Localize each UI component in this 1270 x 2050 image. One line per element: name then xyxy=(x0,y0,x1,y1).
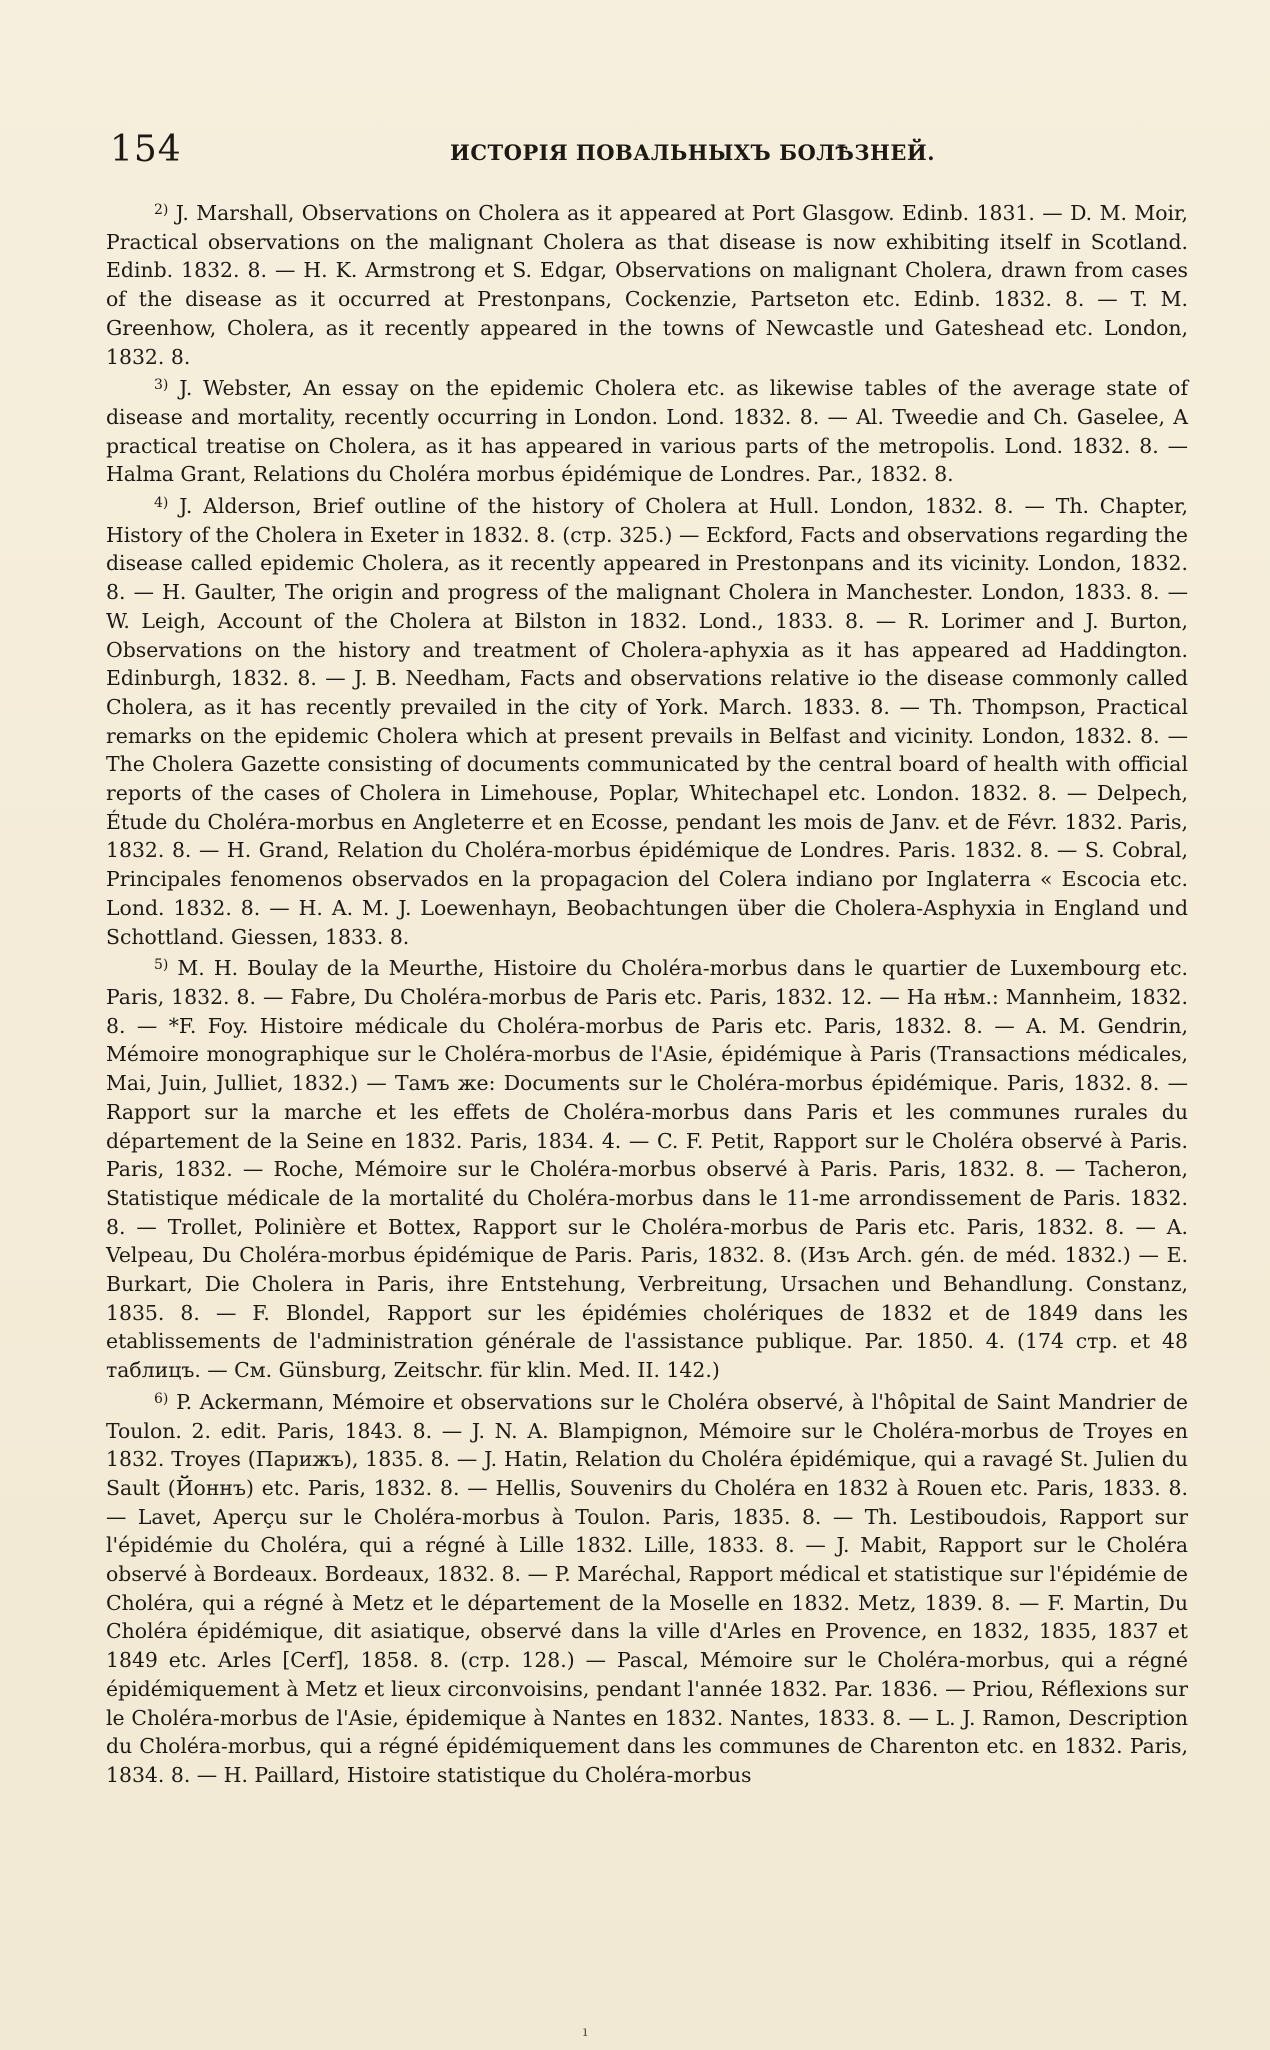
footnote-4 xyxy=(106,489,1188,951)
footnote-marker: 5) xyxy=(154,957,169,974)
footnotes-block xyxy=(106,196,1188,1790)
footnote-text: M. H. Boulay de la Meurthe, Histoire du Choléra-morbus dans le quartier de Luxembourg etc. Paris, 1832. 8. — Fabre, Du Choléra-morbus de Paris etc. Paris, 1832. 12. — На нѣм.: Mannheim, 1832. 8. — *F. Foy. Histoire médicale du Choléra-morbus de Paris etc. Paris, 1832. 8. — A. M. Gendrin, Mémoire monographique sur le Choléra-morbus de l'Asie, épidémique à Paris (Transactions médicales, Mai, Juin, Julliet, 1832.) — Тамъ же: Documents sur le Choléra-morbus épidémique. Paris, 1832. 8. — Rapport sur la marche et les effets de Choléra-morbus dans Paris et les communes rurales du département de la Seine en 1832. Paris, 1834. 4. — C. F. Petit, Rapport sur le Choléra observé à Paris. Paris, 1832. — Roche, Mémoire sur le Choléra-morbus observé à Paris. Paris, 1832. 8. — Tacheron, Statistique médicale de la mortalité du Choléra-morbus dans le 11-me arrondissement de Paris. 1832. 8. — Trollet, Polinière et Bottex, Rapport sur le Choléra-morbus de Paris etc. Paris, 1832. 8. — A. Velpeau, Du Choléra-morbus épidémique de Paris. Paris, 1832. 8. (Изъ Arch. gén. de méd. 1832.) — E. Burkart, Die Cholera in Paris, ihre Entstehung, Verbreitung, Ursachen und Behandlung. Constanz, 1835. 8. — F. Blondel, Rapport sur les épidémies cholériques de 1832 et de 1849 dans les etablissements de l'administration générale de l'assistance publique. Par. 1850. 4. (174 стр. et 48 таблицъ. — См. Günsburg, Zeitschr. für klin. Med. II. 142.) xyxy=(106,956,1189,1383)
print-speck: ı xyxy=(583,2024,588,2040)
footnote-2 xyxy=(106,196,1188,371)
page-header xyxy=(110,128,1170,178)
footnote-marker: 4) xyxy=(154,495,169,512)
footnote-marker: 2) xyxy=(154,202,169,218)
footnote-3 xyxy=(106,371,1188,489)
footnote-text: J. Webster, An essay on the epidemic Cholera etc. as likewise tables of the average state of disease and mortality, recently occurring in London. Lond. 1832. 8. — Al. Tweedie and Ch. Gaselee, A practical treatise on Cholera, as it has appeared in various parts of the metropolis. Lond. 1832. 8. — Halma Grant, Relations du Choléra morbus épidémique de Londres. Par., 1832. 8. xyxy=(106,376,1189,487)
footnote-5 xyxy=(106,951,1188,1385)
footnote-text: P. Ackermann, Mémoire et observations sur le Choléra observé, à l'hôpital de Saint Mandrier de Toulon. 2. edit. Paris, 1843. 8. — J. N. A. Blampignon, Mémoire sur le Choléra-morbus de Troyes en 1832. Troyes (Парижъ), 1835. 8. — J. Hatin, Relation du Choléra épidémique, qui a ravagé St. Julien du Sault (Йоннъ) etc. Paris, 1832. 8. — Hellis, Souvenirs du Choléra en 1832 à Rouen etc. Paris, 1833. 8. — Lavet, Aperçu sur le Choléra-morbus à Toulon. Paris, 1835. 8. — Th. Lestiboudois, Rapport sur l'épidémie du Choléra, qui a régné à Lille 1832. Lille, 1833. 8. — J. Mabit, Rapport sur le Choléra observé à Bordeaux. Bordeaux, 1832. 8. — P. Maréchal, Rapport médical et statistique sur l'épidémie de Choléra, qui a régné à Metz et le département de la Moselle en 1832. Metz, 1839. 8. — F. Martin, Du Choléra épidémique, dit asiatique, observé dans la ville d'Arles en Provence, en 1832, 1835, 1837 et 1849 etc. Arles [Cerf], 1858. 8. (стр. 128.) — Pascal, Mémoire sur le Choléra-morbus, qui a régné épidémiquement à Metz et lieux circonvoisins, pendant l'année 1832. Par. 1836. — Priou, Réflexions sur le Choléra-morbus de l'Asie, épidemique à Nantes en 1832. Nantes, 1833. 8. — L. J. Ramon, Description du Choléra-morbus, qui a régné épidémiquement dans les communes de Charenton etc. en 1832. Paris, 1834. 8. — H. Paillard, Histoire statistique du Choléra-morbus xyxy=(106,1389,1188,1787)
running-title: ИСТОРІЯ ПОВАЛЬНЫХЪ БОЛѢЗНЕЙ. xyxy=(450,140,936,165)
footnote-6 xyxy=(106,1385,1188,1790)
footnote-text: J. Marshall, Observations on Cholera as it appeared at Port Glasgow. Edinb. 1831. — D. M. Moir, Practical observations on the malignant Cholera as that disease is now exhibiting itself in Scotland. Edinb. 1832. 8. — H. K. Armstrong et S. Edgar, Observations on malignant Cholera, drawn from cases of the disease as it occurred at Prestonpans, Cockenzie, Partseton etc. Edinb. 1832. 8. — T. M. Greenhow, Cholera, as it recently appeared in the towns of Newcastle und Gateshead etc. London, 1832. 8. xyxy=(106,201,1188,369)
page-number: 154 xyxy=(110,129,182,170)
footnote-text: J. Alderson, Brief outline of the history of Cholera at Hull. London, 1832. 8. — Th. Chapter, History of the Cholera in Exeter in 1832. 8. (стр. 325.) — Eckford, Facts and observations regarding the disease called epidemic Cholera, as it recently appeared in Prestonpans and its vicinity. London, 1832. 8. — H. Gaulter, The origin and progress of the malignant Cholera in Manchester. London, 1833. 8. — W. Leigh, Account of the Cholera at Bilston in 1832. Lond., 1833. 8. — R. Lorimer and J. Burton, Observations on the history and treatment of Cholera-aphyxia as it has appeared ad Haddington. Edinburgh, 1832. 8. — J. B. Needham, Facts and observations relative io the disease commonly called Cholera, as it has recently prevailed in the city of York. March. 1833. 8. — Th. Thompson, Practical remarks on the epidemic Cholera which at present prevails in Belfast and vicinity. London, 1832. 8. — The Cholera Gazette consisting of documents communicated by the central board of health with official reports of the cases of Cholera in Limehouse, Poplar, Whitechapel etc. London. 1832. 8. — Delpech, Étude du Choléra-morbus en Angleterre et en Ecosse, pendant les mois de Janv. et de Févr. 1832. Paris, 1832. 8. — H. Grand, Relation du Choléra-morbus épidémique de Londres. Paris. 1832. 8. — S. Cobral, Principales fenomenos observados en la propagacion del Colera indiano por Inglaterra « Escocia etc. Lond. 1832. 8. — H. A. M. J. Loewenhayn, Beobachtungen über die Cholera-Asphyxia in England und Schottland. Giessen, 1833. 8. xyxy=(106,494,1189,949)
footnote-marker: 3) xyxy=(154,377,169,394)
footnote-marker: 6) xyxy=(154,1390,169,1407)
